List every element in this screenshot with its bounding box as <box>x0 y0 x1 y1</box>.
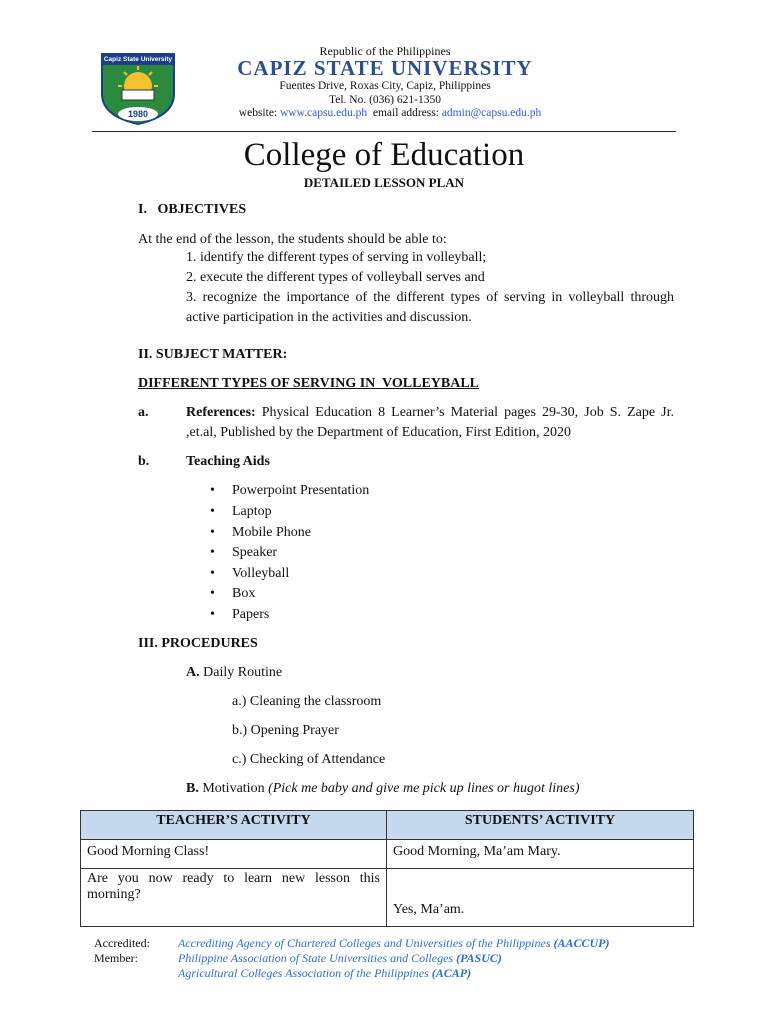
republic-line: Republic of the Philippines <box>319 44 451 58</box>
teaching-aids-label: Teaching Aids <box>186 454 270 469</box>
motivation-marker: B. <box>186 781 199 796</box>
teaching-aid-item: • Box <box>232 584 255 604</box>
footer-accreditation-line <box>178 936 610 950</box>
teaching-aid-item: • Papers <box>232 605 269 625</box>
references-paragraph <box>186 403 674 443</box>
references-text: Physical Education 8 Learner’s Material pages 29-30, Job S. Zape Jr. ,et.al, Published by the Department of Education, First Edition, 2020 <box>186 405 674 440</box>
university-seal-logo <box>98 42 178 126</box>
objective-item: 3. recognize the importance of the different types of serving in volleyball through active participation in the activities and discussion. <box>186 290 674 325</box>
teaching-aid-item: • Mobile Phone <box>232 523 311 543</box>
students-activity-header: STUDENTS’ ACTIVITY <box>387 811 694 840</box>
teacher-activity-header: TEACHER’S ACTIVITY <box>81 811 387 840</box>
logo-year: 1980 <box>127 109 149 119</box>
footer-org-name: Agricultural Colleges Association of the Philippines <box>178 966 432 980</box>
teaching-aid-item: • Laptop <box>232 502 272 522</box>
teacher-cell: Are you now ready to learn new lesson this morning? <box>81 869 387 927</box>
footer-org-name: Philippine Association of State Universities and Colleges <box>178 951 457 965</box>
member-label: Member: <box>94 951 138 965</box>
table-header-row <box>81 811 694 840</box>
footer-org-acronym: (AACCUP) <box>553 936 610 950</box>
email-link[interactable]: admin@capsu.edu.ph <box>441 107 542 119</box>
table-row <box>81 840 694 869</box>
motivation-label: Motivation <box>198 781 269 796</box>
motivation-note: (Pick me baby and give me pick up lines or hugot lines) <box>268 781 580 796</box>
subject-matter-heading: II. SUBJECT MATTER: <box>138 347 288 362</box>
teacher-cell: Good Morning Class! <box>81 840 387 869</box>
footer-org-acronym: (ACAP) <box>431 966 472 980</box>
daily-routine-marker: A. <box>186 665 200 680</box>
header-divider <box>92 131 676 132</box>
email-label: email address: <box>372 107 439 119</box>
objective-item: 1. identify the different types of serving in volleyball; <box>186 250 487 265</box>
routine-item: c.) Checking of Attendance <box>232 752 386 767</box>
teaching-aid-item: • Speaker <box>232 543 277 563</box>
footer-org-acronym: (PASUC) <box>456 951 502 965</box>
motivation <box>186 779 580 799</box>
references-marker: a. <box>138 405 149 420</box>
footer-membership-line <box>178 966 471 980</box>
website-label: website: <box>238 107 278 119</box>
student-cell: Yes, Ma’am. <box>387 869 694 927</box>
routine-item: b.) Opening Prayer <box>232 723 339 738</box>
objective-item: 2. execute the different types of volleyball serves and <box>186 270 485 285</box>
footer-membership-line <box>178 951 502 965</box>
teaching-aid-item: • Volleyball <box>232 564 289 584</box>
teaching-aid-item: • Powerpoint Presentation <box>232 481 369 501</box>
routine-item: a.) Cleaning the classroom <box>232 694 382 709</box>
accredited-label: Accredited: <box>94 936 150 950</box>
procedures-heading: III. PROCEDURES <box>138 636 258 651</box>
subject-topic: DIFFERENT TYPES OF SERVING IN VOLLEYBALL <box>138 376 480 391</box>
teaching-aids-marker: b. <box>138 454 150 469</box>
references-label: References: <box>186 405 256 420</box>
contact-line <box>190 107 590 119</box>
website-link[interactable]: www.capsu.edu.ph <box>280 107 368 119</box>
university-address: Fuentes Drive, Roxas City, Capiz, Philippines <box>279 80 491 92</box>
college-title: College of Education <box>243 137 525 173</box>
footer-org-name: Accrediting Agency of Chartered Colleges and Universities of the Philippines <box>178 936 554 950</box>
objectives-heading: I. OBJECTIVES <box>138 202 247 217</box>
student-cell: Good Morning, Ma’am Mary. <box>387 840 694 869</box>
objectives-intro: At the end of the lesson, the students should be able to: <box>138 232 447 247</box>
university-telephone: Tel. No. (036) 621-1350 <box>329 94 441 106</box>
table-row <box>81 869 694 927</box>
daily-routine <box>186 663 282 683</box>
university-name: CAPIZ STATE UNIVERSITY <box>237 56 533 80</box>
activity-table <box>80 810 694 927</box>
document-title: DETAILED LESSON PLAN <box>303 175 465 190</box>
logo-text-top: Capiz State University <box>103 56 173 63</box>
daily-routine-label: Daily Routine <box>199 665 283 680</box>
